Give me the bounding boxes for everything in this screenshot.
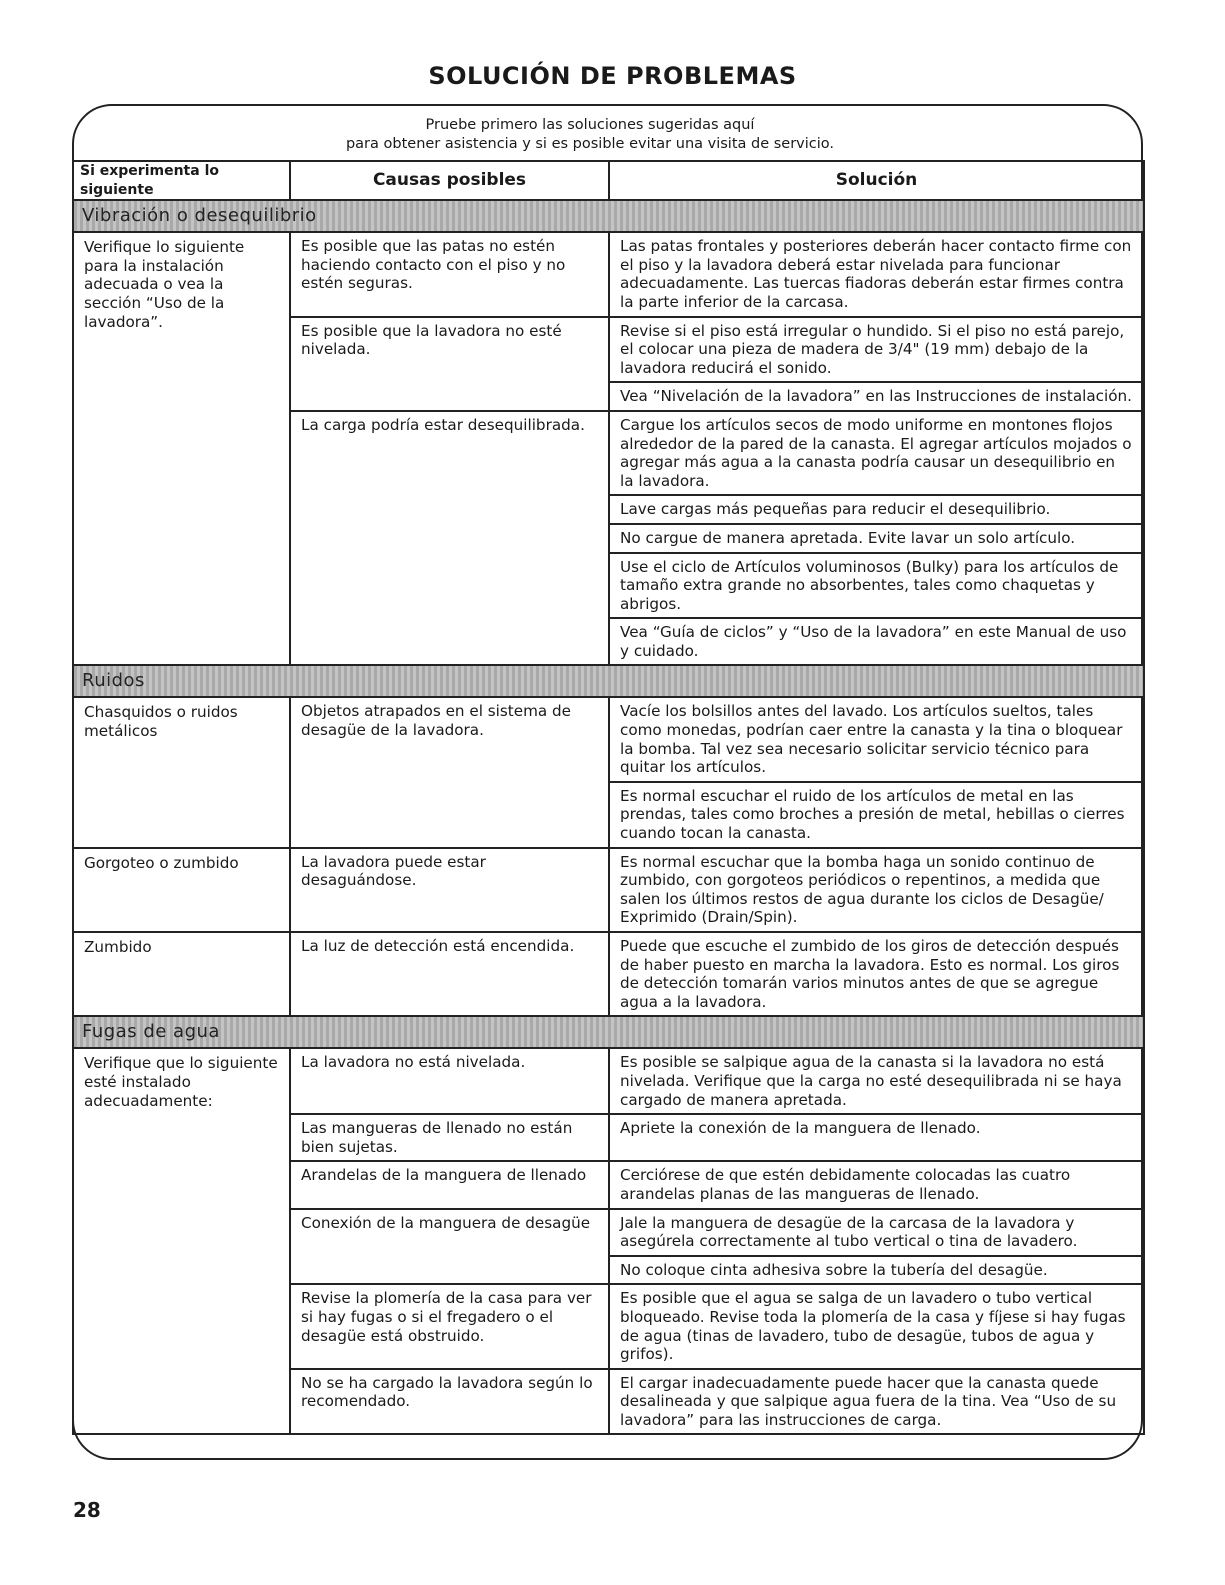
cause-cell: Objetos atrapados en el sistema de desagüe de la lavadora. <box>290 697 609 847</box>
cause-cell: Revise la plomería de la casa para ver si hay fugas o si el fregadero o el desagüe está obstruido. <box>290 1284 609 1368</box>
solution-cell: Use el ciclo de Artículos voluminosos (Bulky) para los artículos de tamaño extra grande no absorbentes, tales como chaquetas y abrigos. <box>609 553 1144 619</box>
troubleshooting-table <box>72 160 1145 1435</box>
intro-text <box>290 116 890 154</box>
section-title: Vibración o desequilibrio <box>73 200 1144 232</box>
section-header-row <box>73 200 1144 232</box>
section-title: Fugas de agua <box>73 1016 1144 1048</box>
symptom-cell: Zumbido <box>73 932 290 1016</box>
table-row <box>73 848 1144 932</box>
solution-cell: Apriete la conexión de la manguera de llenado. <box>609 1114 1144 1161</box>
cause-cell: La lavadora no está nivelada. <box>290 1048 609 1114</box>
solution-cell: Las patas frontales y posteriores deberán hacer contacto firme con el piso y la lavadora deberá estar nivelada para funcionar adecuadamente. Las tuercas fiadoras deberán estar firmes contra la parte inferior de la carcasa. <box>609 232 1144 316</box>
solution-cell: Revise si el piso está irregular o hundido. Si el piso no está parejo, el colocar una pieza de madera de 3/4" (19 mm) debajo de la lavadora reducirá el sonido. <box>609 317 1144 383</box>
cause-cell: La lavadora puede estar desaguándose. <box>290 848 609 932</box>
section-title: Ruidos <box>73 665 1144 697</box>
solution-cell: Vacíe los bolsillos antes del lavado. Los artículos sueltos, tales como monedas, podrían caer entre la canasta y la tina o bloquear la bomba. Tal vez sea necesario solicitar servicio técnico para quitar los artículos. <box>609 697 1144 781</box>
solution-cell: Puede que escuche el zumbido de los giros de detección después de haber puesto en marcha la lavadora. Esto es normal. Los giros de detección tomarán varios minutos antes de que se agregue agua a la lavadora. <box>609 932 1144 1016</box>
table-body <box>73 200 1144 1434</box>
header-solution: Solución <box>609 161 1144 200</box>
solution-cell: Es normal escuchar que la bomba haga un sonido continuo de zumbido, con gorgoteos periódicos o repentinos, a medida que salen los últimos restos de agua durante los ciclos de Desagüe/ Exprimido (Drain/Spin). <box>609 848 1144 932</box>
cause-cell: Es posible que las patas no estén haciendo contacto con el piso y no estén seguras. <box>290 232 609 316</box>
section-header-row <box>73 1016 1144 1048</box>
symptom-cell: Chasquidos o ruidos metálicos <box>73 697 290 847</box>
cause-cell: Las mangueras de llenado no están bien sujetas. <box>290 1114 609 1161</box>
solution-cell: Cargue los artículos secos de modo uniforme en montones flojos alrededor de la pared de la canasta. El agregar artículos mojados o agregar más agua a la canasta podría causar un desequilibrio en la lavadora. <box>609 411 1144 495</box>
solution-cell: No cargue de manera apretada. Evite lavar un solo artículo. <box>609 524 1144 553</box>
cause-cell: Es posible que la lavadora no esté nivelada. <box>290 317 609 411</box>
symptom-cell: Gorgoteo o zumbido <box>73 848 290 932</box>
solution-cell: Jale la manguera de desagüe de la carcasa de la lavadora y asegúrela correctamente al tubo vertical o tina de lavadero. <box>609 1209 1144 1256</box>
cause-cell: Arandelas de la manguera de llenado <box>290 1161 609 1208</box>
symptom-cell: Verifique que lo siguiente esté instalado adecuadamente: <box>73 1048 290 1434</box>
cause-cell: Conexión de la manguera de desagüe <box>290 1209 609 1285</box>
solution-cell: Es normal escuchar el ruido de los artículos de metal en las prendas, tales como broches a presión de metal, hebillas o cierres cuando tocan la canasta. <box>609 782 1144 848</box>
cause-cell: La luz de detección está encendida. <box>290 932 609 1016</box>
cause-cell: La carga podría estar desequilibrada. <box>290 411 609 666</box>
table-row <box>73 232 1144 316</box>
intro-line-2: para obtener asistencia y si es posible evitar una visita de servicio. <box>345 136 835 152</box>
section-header-row <box>73 665 1144 697</box>
solution-cell: Es posible se salpique agua de la canasta si la lavadora no está nivelada. Verifique que la carga no esté desequilibrada ni se haya cargado de manera apretada. <box>609 1048 1144 1114</box>
table-row <box>73 1048 1144 1114</box>
table-header-row <box>73 161 1144 200</box>
header-causes: Causas posibles <box>290 161 609 200</box>
solution-cell: Vea “Guía de ciclos” y “Uso de la lavadora” en este Manual de uso y cuidado. <box>609 618 1144 665</box>
solution-cell: No coloque cinta adhesiva sobre la tubería del desagüe. <box>609 1256 1144 1285</box>
solution-cell: Es posible que el agua se salga de un lavadero o tubo vertical bloqueado. Revise toda la plomería de la casa y fíjese si hay fugas de agua (tinas de lavadero, tubo de desagüe, tubos de agua y grifos). <box>609 1284 1144 1368</box>
header-symptom: Si experimenta lo siguiente <box>73 161 290 200</box>
intro-line-1: Pruebe primero las soluciones sugeridas aquí <box>425 117 755 133</box>
solution-cell: Vea “Nivelación de la lavadora” en las Instrucciones de instalación. <box>609 382 1144 411</box>
solution-cell: Lave cargas más pequeñas para reducir el desequilibrio. <box>609 495 1144 524</box>
page-title: SOLUCIÓN DE PROBLEMAS <box>428 62 797 90</box>
symptom-cell: Verifique lo siguiente para la instalación adecuada o vea la sección “Uso de la lavadora”. <box>73 232 290 665</box>
table-row <box>73 697 1144 781</box>
solution-cell: Cerciórese de que estén debidamente colocadas las cuatro arandelas planas de las mangueras de llenado. <box>609 1161 1144 1208</box>
solution-cell: El cargar inadecuadamente puede hacer que la canasta quede desalineada y que salpique agua fuera de la tina. Vea “Uso de su lavadora” para las instrucciones de carga. <box>609 1369 1144 1435</box>
table-row <box>73 932 1144 1016</box>
page-number: 28 <box>73 1498 101 1522</box>
cause-cell: No se ha cargado la lavadora según lo recomendado. <box>290 1369 609 1435</box>
